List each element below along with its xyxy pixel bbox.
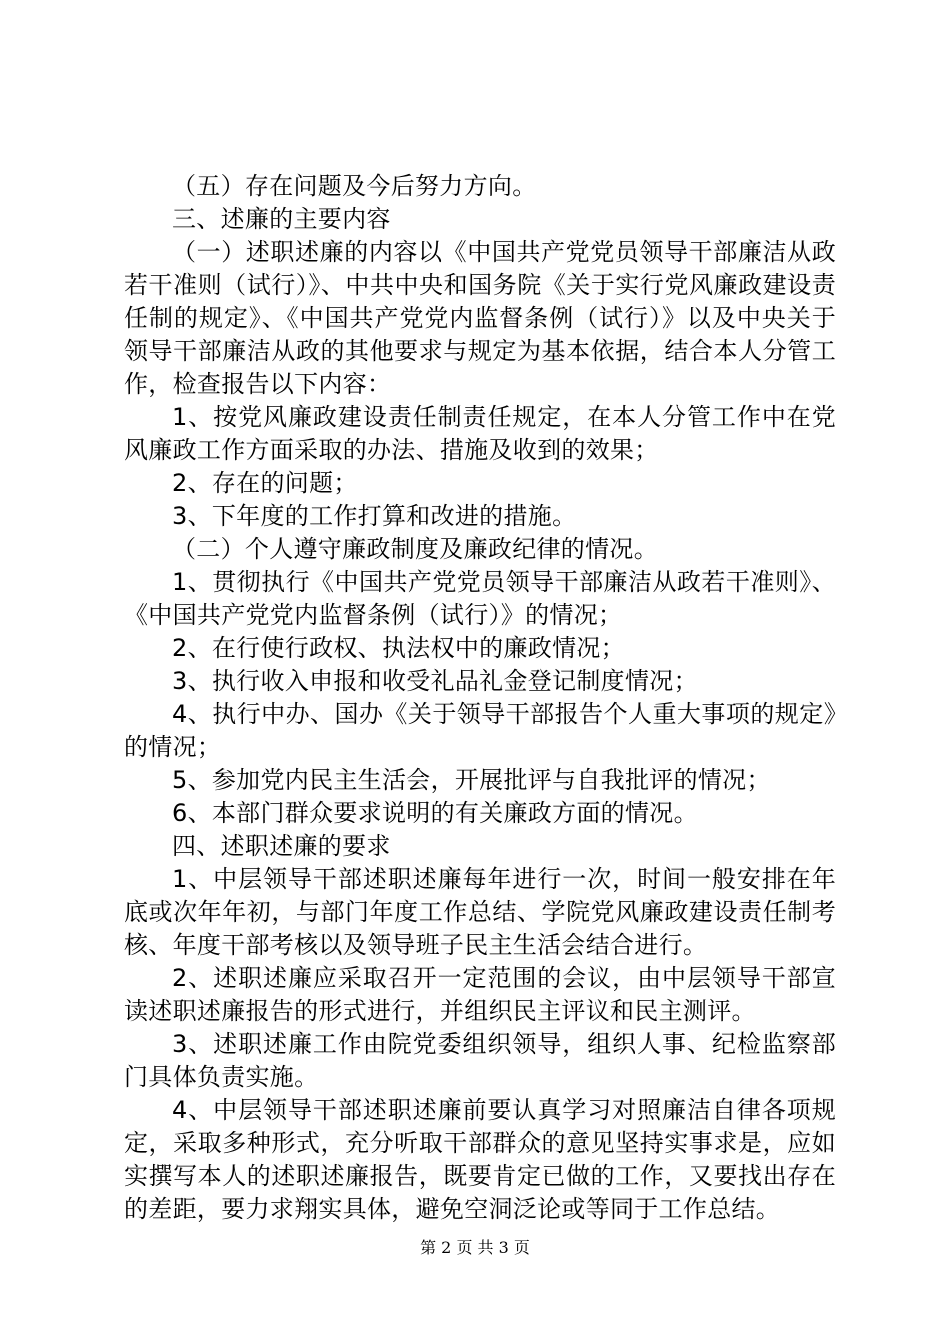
list-item-5: 5、参加党内民主生活会，开展批评与自我批评的情况； <box>172 766 771 794</box>
paragraph-section-5-issues: （五）存在问题及今后努力方向。 <box>172 172 537 200</box>
paragraph-subsection-2: （二）个人遵守廉政制度及廉政纪律的情况。 <box>172 535 658 563</box>
requirement-item-4: 4、中层领导干部述职述廉前要认真学习对照廉洁自律各项规定，采取多种形式，充分听取干部群众的意见坚持实事求是，应如实撰写本人的述职述廉报告，既要肯定已做的工作，又要找出存在的差距，要力求翔实具体，避免空洞泛论或等同于工作总结。 <box>124 1096 836 1223</box>
list-item-4: 4、执行中办、国办《关于领导干部报告个人重大事项的规定》的情况； <box>124 700 836 761</box>
heading-section-4: 四、述职述廉的要求 <box>172 832 391 860</box>
heading-section-3: 三、述廉的主要内容 <box>172 205 391 233</box>
paragraph-subsection-1: （一）述职述廉的内容以《中国共产党党员领导干部廉洁从政若干准则（试行）》、中共中央和国务院《关于实行党风廉政建设责任制的规定》、《中国共产党党内监督条例（试行）》以及中央关于领导干部廉洁从政的其他要求与规定为基本依据，结合本人分管工作，检查报告以下内容： <box>124 238 836 398</box>
list-item-3: 3、下年度的工作打算和改进的措施。 <box>172 502 577 530</box>
list-item-1: 1、按党风廉政建设责任制责任规定，在本人分管工作中在党风廉政工作方面采取的办法、措施及收到的效果； <box>124 403 836 464</box>
page-number-footer: 第 2 页 共 3 页 <box>420 1238 530 1257</box>
requirement-item-1: 1、中层领导干部述职述廉每年进行一次，时间一般安排在年底或次年年初，与部门年度工作总结、学院党风廉政建设责任制考核、年度干部考核以及领导班子民主生活会结合进行。 <box>124 865 836 959</box>
list-item-2: 2、存在的问题； <box>172 469 358 497</box>
list-item-6: 6、本部门群众要求说明的有关廉政方面的情况。 <box>172 799 698 827</box>
requirement-item-2: 2、述职述廉应采取召开一定范围的会议，由中层领导干部宣读述职述廉报告的形式进行，并组织民主评议和民主测评。 <box>124 964 836 1025</box>
list-item-3: 3、执行收入申报和收受礼品礼金登记制度情况； <box>172 667 698 695</box>
list-item-1: 1、贯彻执行《中国共产党党员领导干部廉洁从政若干准则》、《中国共产党党内监督条例（试行）》的情况； <box>124 568 836 629</box>
requirement-item-3: 3、述职述廉工作由院党委组织领导，组织人事、纪检监察部门具体负责实施。 <box>124 1030 836 1091</box>
document-body <box>124 170 836 1226</box>
list-item-2: 2、在行使行政权、执法权中的廉政情况； <box>172 634 625 662</box>
